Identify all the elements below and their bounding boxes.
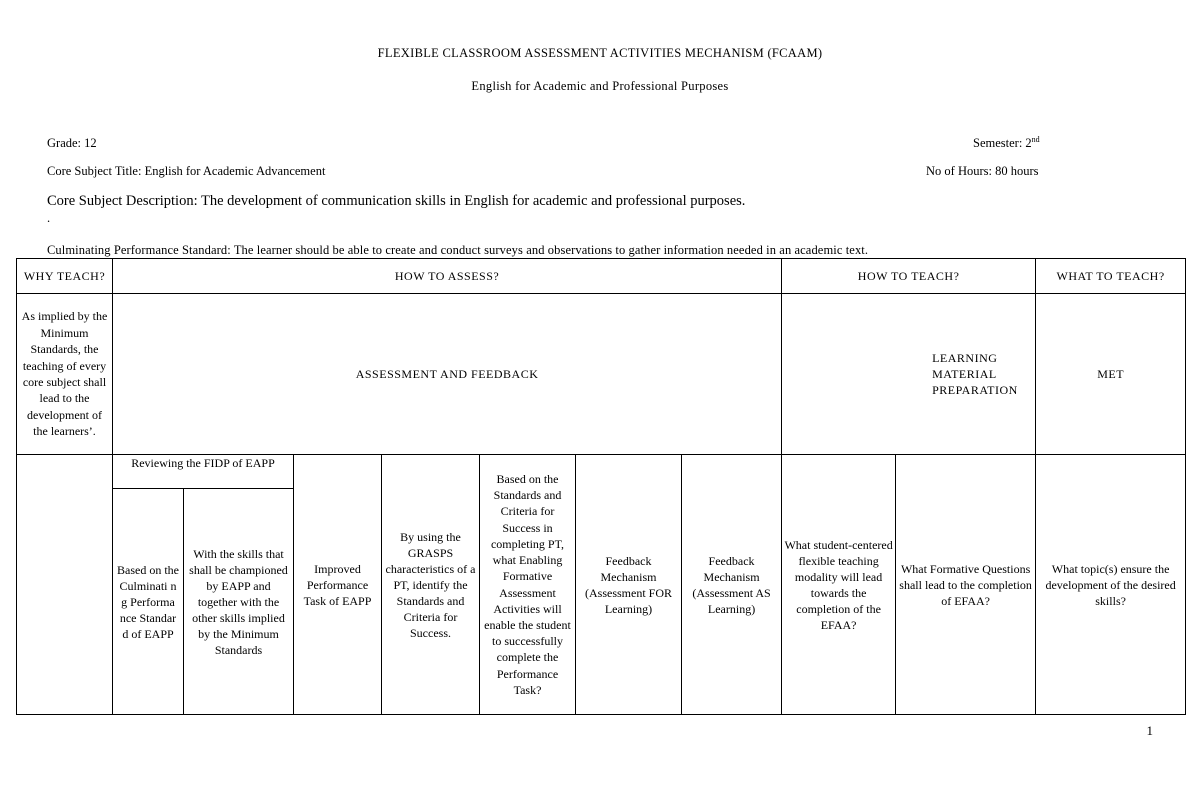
empty-cell — [17, 455, 113, 715]
improved-performance-task: Improved Performance Task of EAPP — [294, 455, 382, 715]
with-the-skills: With the skills that shall be championed by EAPP and together with the other skills implied by the Minimum Standards — [184, 489, 294, 715]
topics-question: What topic(s) ensure the development of the desired skills? — [1036, 455, 1186, 715]
document-subtitle: English for Academic and Professional Purposes — [471, 79, 729, 93]
met-cell: MET — [1036, 294, 1186, 455]
reviewing-fidp: Reviewing the FIDP of EAPP — [113, 455, 294, 489]
why-teach-text: As implied by the Minimum Standards, the teaching of every core subject shall lead to the development of the learners’. — [17, 294, 113, 455]
formative-questions: What Formative Questions shall lead to the completion of EFAA? — [896, 455, 1036, 715]
student-centered-modality: What student-centered flexible teaching modality will lead towards the completion of the EFAA? — [782, 455, 896, 715]
description-dot: . — [47, 211, 51, 225]
document-title: FLEXIBLE CLASSROOM ASSESSMENT ACTIVITIES MECHANISM (FCAAM) — [377, 46, 823, 60]
description-text: The development of communication skills in English for academic and professional purposes. — [200, 193, 746, 209]
core-subject-description — [47, 193, 745, 210]
header-how-to-assess: HOW TO ASSESS? — [113, 259, 782, 294]
feedback-as-learning: Feedback Mechanism (Assessment AS Learning) — [682, 455, 782, 715]
table-row — [17, 455, 1186, 489]
table-header-row — [17, 259, 1186, 294]
core-subject-title: Core Subject Title: English for Academic Advancement — [47, 164, 326, 178]
feedback-for-learning: Feedback Mechanism (Assessment FOR Learning) — [576, 455, 682, 715]
culminating-label: Culminating Performance Standard: — [47, 243, 234, 257]
learning-material-preparation: LEARNING MATERIAL PREPARATION — [782, 294, 1036, 455]
assessment-and-feedback: ASSESSMENT AND FEEDBACK — [113, 294, 782, 455]
header-how-to-teach: HOW TO TEACH? — [782, 259, 1036, 294]
semester-superscript: nd — [1031, 134, 1040, 144]
grade-label: Grade: 12 — [47, 136, 97, 150]
culminating-standard — [47, 243, 868, 258]
hours-label: No of Hours: 80 hours — [926, 164, 1039, 178]
based-on-culminating: Based on the Culminati ng Performa nce Standard of EAPP — [113, 489, 184, 715]
header-what-to-teach: WHAT TO TEACH? — [1036, 259, 1186, 294]
semester-label: Semester: 2nd — [973, 134, 1040, 150]
fcaam-table — [16, 258, 1186, 715]
grasps-characteristics: By using the GRASPS characteristics of a PT, identify the Standards and Criteria for Success. — [382, 455, 480, 715]
header-why-teach: WHY TEACH? — [17, 259, 113, 294]
page-number: 1 — [1146, 723, 1153, 738]
culminating-text: The learner should be able to create and conduct surveys and observations to gather information needed in an academic text. — [233, 243, 869, 257]
table-row — [17, 294, 1186, 455]
description-label: Core Subject Description: — [47, 193, 201, 209]
enabling-formative-assessment: Based on the Standards and Criteria for Success in completing PT, what Enabling Formative Assessment Activities will enable the student to successfully complete the Performance Task? — [480, 455, 576, 715]
